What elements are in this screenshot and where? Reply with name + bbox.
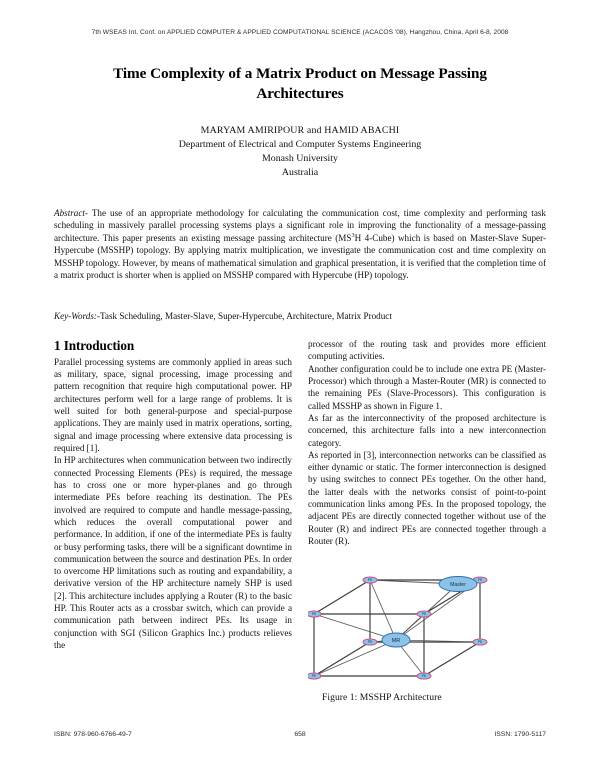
- node-label: PE: [311, 612, 317, 617]
- node-label: PE: [367, 578, 373, 583]
- abstract-text-part1: The use of an appropriate methodology for calculating the communication cost, time complexity and performing task scheduling in massively parallel processing systems plays a significant role in improving the functionality of a message-passing architecture. This paper presents an existing message passing architecture (MS: [54, 208, 546, 243]
- author-university: Monash University: [262, 152, 338, 164]
- footer-page-number: 658: [294, 731, 306, 738]
- paragraph: As reported in [3], interconnection networks can be classified as either dynamic or static. The former interconnection is designed by using switches to connect PEs together. On the other hand, the latter deals with the networks consist of point-to-point communication links among PEs. In the proposed topology, the adjacent PEs are directly connected together without use of the Router (R) and indirect PEs are connected together through a Router (R).: [308, 449, 546, 546]
- page-footer: [54, 731, 546, 738]
- paragraph: Parallel processing systems are commonly applied in areas such as military, space, signal processing, image processing and pattern recognition that require high computational power. HP architectures perform well for a large range of problems. It is well suited for both general-purpose and special-purpose applications. They are mainly used in matrix operations, sorting, signal and image processing where extensive data processing is required [1].: [54, 356, 292, 454]
- paragraph: As far as the interconnectivity of the proposed architecture is concerned, this architecture falls into a new interconnection category.: [308, 412, 546, 448]
- node-label: PE: [421, 612, 427, 617]
- author-names: MARYAM AMIRIPOUR and HAMID ABACHI: [200, 125, 400, 136]
- keywords-line: [54, 310, 546, 322]
- page-title: Time Complexity of a Matrix Product on Message Passing Architectures: [113, 65, 487, 103]
- figure-1: [308, 572, 548, 703]
- figure-caption: Figure 1: MSSHP Architecture: [322, 692, 442, 703]
- master-node: [439, 577, 477, 592]
- node-label: PE: [477, 578, 483, 583]
- author-country: Australia: [281, 166, 319, 178]
- author-department: Department of Electrical and Computer Systems Engineering: [178, 138, 422, 150]
- node-label: PE: [311, 674, 317, 679]
- node-label: PE: [477, 640, 483, 645]
- running-head: 7th WSEAS Int. Conf. on APPLIED COMPUTER & APPLIED COMPUTATIONAL SCIENCE (ACACOS '08), Hangzhou, China, April 6-8, 2008: [91, 29, 509, 36]
- pe-node: [417, 673, 431, 679]
- node-label: Master: [450, 581, 466, 588]
- pe-node: [308, 673, 321, 679]
- pe-node: [417, 611, 431, 617]
- node-label: PE: [421, 674, 427, 679]
- pe-node: [473, 639, 487, 645]
- author-block: [60, 124, 540, 180]
- section-heading-introduction: 1 Introduction: [54, 338, 135, 353]
- pe-node: [363, 639, 377, 645]
- body-column-right: [308, 338, 546, 547]
- node-label: MR: [391, 638, 401, 645]
- paragraph: processor of the routing task and provides more efficient computing activities.: [308, 339, 546, 362]
- abstract-superscript: 3: [351, 231, 355, 239]
- body-column-left: [54, 338, 292, 651]
- abstract-label: Abstract-: [54, 208, 88, 218]
- pe-node: [363, 577, 377, 583]
- keywords-text: -Task Scheduling, Master-Slave, Super-Hypercube, Architecture, Matrix Product: [96, 311, 392, 321]
- paragraph: Another configuration could be to include one extra PE (Master-Processor) which through a Master-Router (MR) is connected to the remaining PEs (Slave-Processors). This configuration is called MSSHP as shown in Figure 1.: [308, 363, 546, 411]
- abstract-text-part2: H 4-Cube) which is based on Master-Slave Super-Hypercube (MSSHP) topology. By applying matrix multiplication, we investigate the communication cost and time complexity on MSSHP topology. However, by means of mathematical simulation and graphical presentation, it is verified that the completion time of a matrix product is shorter when is applied on MSSHP compared with Hypercube (HP) topology.: [54, 232, 546, 281]
- master-router-node: [382, 633, 410, 647]
- footer-isbn: ISBN: 978-960-6766-49-7: [54, 731, 132, 738]
- title-block: [68, 64, 532, 104]
- paragraph: In HP architectures when communication between two indirectly connected Processing Elements (PEs) is required, the message has to cross one or more hyper-planes and go through intermediate PEs before reaching its destination. The PEs involved are required to compute and handle message-passing, which reduces the overall computational power and performance. In addition, if one of the intermediate PEs is faulty or busy performing tasks, there will be a significant downtime in communication between the source and destination PEs. In order to overcome HP limitations such as routing and expandability, a derivative version of the HP architecture namely SHP is used [2]. This architecture includes applying a Router (R) to the basic HP. This Router acts as a crossbar switch, which can provide a communication path between indirect PEs. Its usage in conjunction with SGI (Silicon Graphics Inc.) products relieves the: [54, 455, 292, 651]
- abstract-paragraph: [54, 207, 546, 281]
- msshp-architecture-diagram: [308, 572, 548, 690]
- pe-node: [308, 611, 321, 617]
- footer-issn: ISSN: 1790-5117: [494, 731, 546, 738]
- node-label: PE: [367, 640, 373, 645]
- keywords-label: Key-Words:: [54, 311, 97, 321]
